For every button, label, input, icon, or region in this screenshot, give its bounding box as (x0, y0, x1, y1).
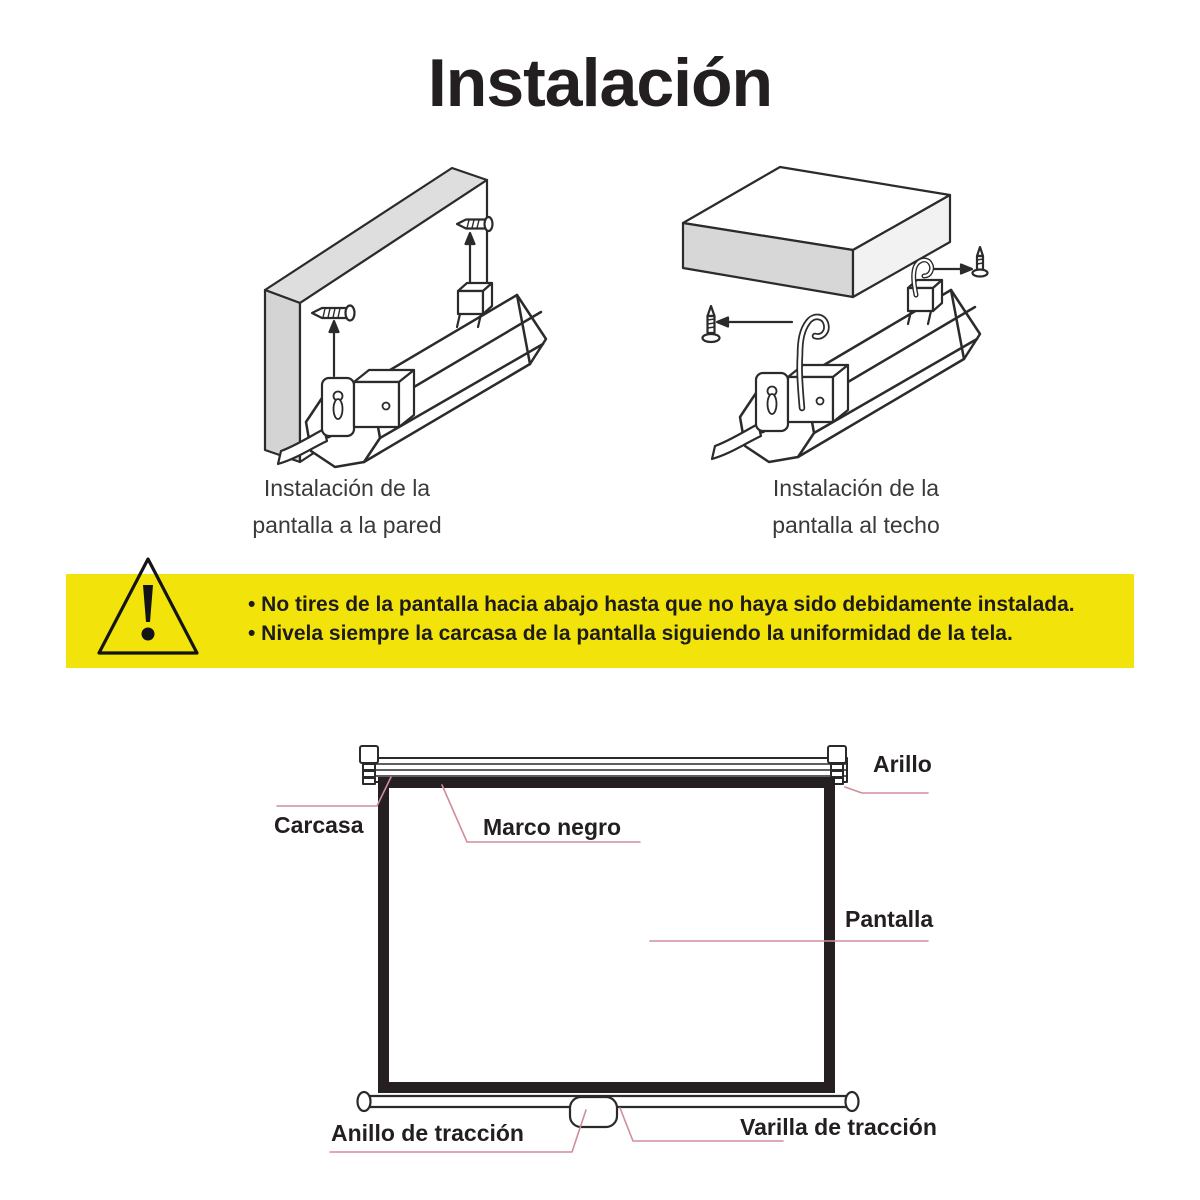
ceiling-3d (683, 167, 950, 297)
arrow-left-icon (717, 318, 792, 327)
warning-banner (66, 574, 1134, 668)
ceiling-caption (730, 470, 982, 544)
ceiling-caption-line2: pantalla al techo (772, 512, 940, 538)
label-arillo: Arillo (873, 751, 932, 777)
label-carcasa: Carcasa (274, 812, 364, 838)
ceiling-caption-line1: Instalación de la (772, 475, 940, 501)
warning-text (248, 590, 1128, 648)
pull-ring-handle (570, 1097, 617, 1127)
wall-installation-illustration (230, 148, 560, 483)
mounting-bracket (322, 370, 414, 436)
arrow-right-icon (932, 265, 972, 274)
hanger-ring-left (360, 746, 378, 784)
screw-icon (703, 306, 720, 342)
wall-caption-line2: pantalla a la pared (252, 512, 442, 538)
label-varilla-de-traccion: Varilla de tracción (740, 1114, 937, 1140)
page-title: Instalación (427, 45, 773, 121)
warning-triangle-icon (92, 553, 204, 659)
leader-arillo (845, 787, 928, 793)
warning-bullet-2: • Nivela siempre la carcasa de la pantalla siguiendo la uniformidad de la tela. (248, 622, 1013, 645)
label-pantalla: Pantalla (845, 906, 934, 932)
screw-icon (973, 247, 988, 277)
wall-caption-line1: Instalación de la (263, 475, 431, 501)
label-marco-negro: Marco negro (483, 814, 622, 840)
wall-caption (222, 470, 472, 544)
ceiling-installation-illustration (650, 150, 1000, 480)
label-anillo-de-traccion: Anillo de tracción (331, 1120, 524, 1146)
wall-side-face (265, 290, 300, 462)
warning-bullet-1: • No tires de la pantalla hacia abajo hasta que no haya sido debidamente instalada. (248, 593, 1075, 616)
